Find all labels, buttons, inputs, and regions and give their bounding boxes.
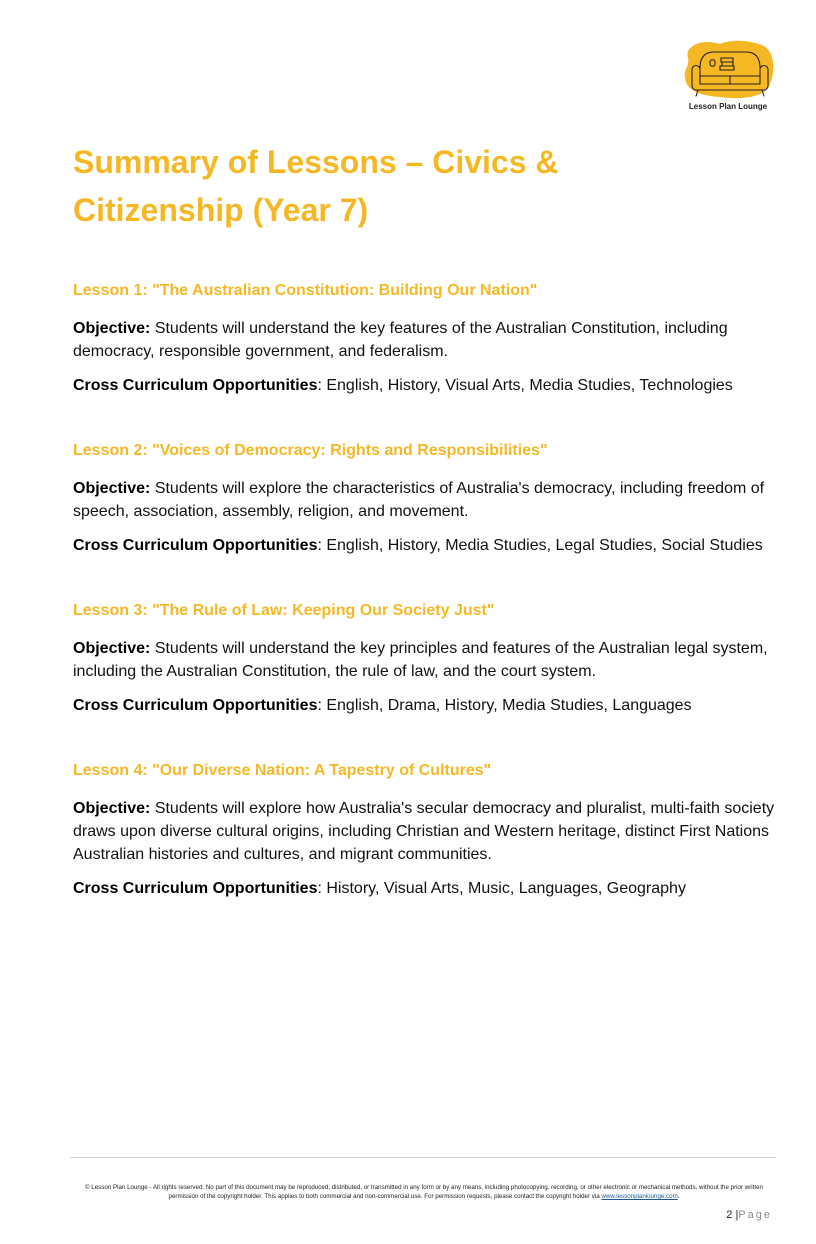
lesson-1 bbox=[73, 280, 783, 397]
logo-text: Lesson Plan Lounge bbox=[688, 102, 768, 111]
footer-divider bbox=[70, 1157, 776, 1158]
lesson-cross-curriculum bbox=[73, 374, 783, 397]
page-separator: | bbox=[735, 1209, 739, 1221]
lesson-list bbox=[73, 280, 783, 943]
lesson-title: Lesson 1: "The Australian Constitution: Building Our Nation" bbox=[73, 282, 538, 299]
website-link[interactable]: www.lessonplanlounge.com bbox=[601, 1193, 678, 1200]
objective-label: Objective: bbox=[73, 480, 151, 497]
objective-text: Students will understand the key principles and features of the Australian legal system, including the Australian Constitution, the rule of law, and the court system. bbox=[73, 640, 768, 680]
sofa-logo-icon bbox=[680, 40, 776, 100]
lesson-4 bbox=[73, 760, 783, 900]
link-suffix: . bbox=[677, 1193, 680, 1200]
lesson-3 bbox=[73, 600, 783, 717]
cross-curriculum-text: : English, Drama, History, Media Studies, Languages bbox=[317, 697, 692, 714]
objective-text: Students will understand the key features of the Australian Constitution, including democracy, responsible government, and federalism. bbox=[73, 320, 728, 360]
lesson-objective bbox=[73, 477, 783, 523]
lesson-title: Lesson 3: "The Rule of Law: Keeping Our Society Just" bbox=[73, 602, 495, 619]
copyright-text: © Lesson Plan Lounge - All rights reserved. No part of this document may be reproduced, distributed, or transmitted in any form or by any means, including photocopying, recording, or other electronic or mechanical methods, without the prior written permission of the copyright holder. This applies to both commercial and non-commercial use. For permission requests, please contact the copyright holder via bbox=[85, 1184, 763, 1200]
cross-curriculum-label: Cross Curriculum Opportunities bbox=[73, 377, 318, 394]
lesson-cross-curriculum bbox=[73, 877, 783, 900]
footer-copyright bbox=[78, 1183, 770, 1201]
lesson-title: Lesson 2: "Voices of Democracy: Rights and Responsibilities" bbox=[73, 442, 548, 459]
logo bbox=[680, 40, 776, 116]
cross-curriculum-text: : History, Visual Arts, Music, Languages, Geography bbox=[317, 880, 686, 897]
cross-curriculum-label: Cross Curriculum Opportunities bbox=[73, 537, 318, 554]
objective-text: Students will explore the characteristics of Australia's democracy, including freedom of speech, association, assembly, religion, and movement. bbox=[73, 480, 765, 520]
lesson-cross-curriculum bbox=[73, 694, 783, 717]
objective-text: Students will explore how Australia's secular democracy and pluralist, multi-faith society draws upon diverse cultural origins, including Christian and Western heritage, distinct First Nations Australian histories and cultures, and migrant communities. bbox=[73, 800, 775, 863]
cross-curriculum-label: Cross Curriculum Opportunities bbox=[73, 697, 318, 714]
lesson-title: Lesson 4: "Our Diverse Nation: A Tapestry of Cultures" bbox=[73, 762, 492, 779]
lesson-2 bbox=[73, 440, 783, 557]
cross-curriculum-text: : English, History, Visual Arts, Media Studies, Technologies bbox=[317, 377, 733, 394]
page-number-value: 2 bbox=[726, 1209, 733, 1221]
lesson-objective bbox=[73, 797, 783, 866]
objective-label: Objective: bbox=[73, 800, 151, 817]
page-word: Page bbox=[738, 1209, 772, 1221]
cross-curriculum-label: Cross Curriculum Opportunities bbox=[73, 880, 318, 897]
objective-label: Objective: bbox=[73, 640, 151, 657]
lesson-objective bbox=[73, 317, 783, 363]
lesson-objective bbox=[73, 637, 783, 683]
page-number bbox=[726, 1209, 772, 1221]
lesson-cross-curriculum bbox=[73, 534, 783, 557]
page-title: Summary of Lessons – Civics & Citizenship (Year 7) bbox=[73, 144, 559, 228]
cross-curriculum-text: : English, History, Media Studies, Legal Studies, Social Studies bbox=[317, 537, 763, 554]
objective-label: Objective: bbox=[73, 320, 151, 337]
